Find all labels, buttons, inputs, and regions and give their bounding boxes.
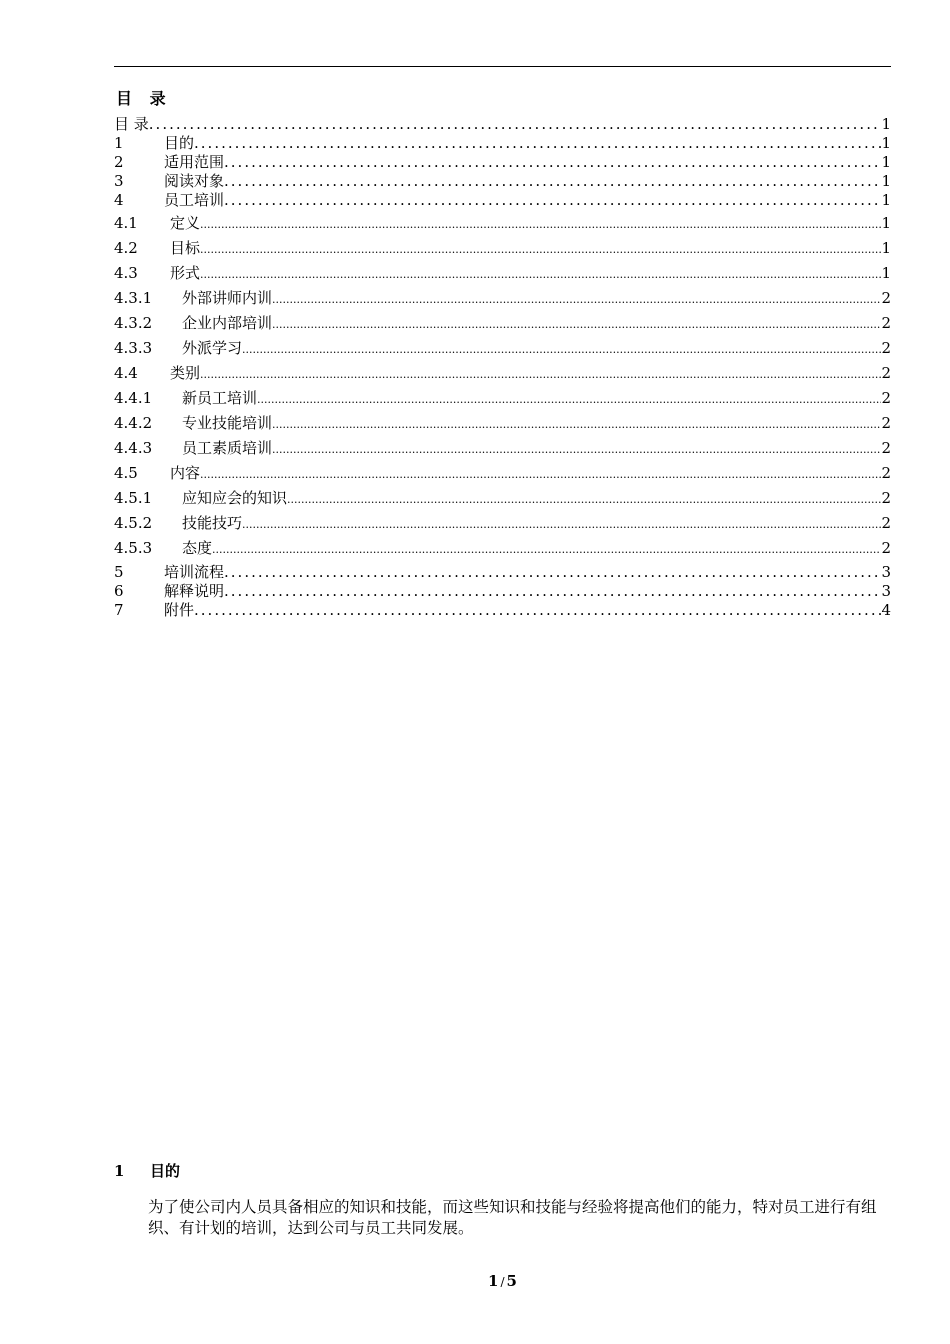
toc-entry-title: 目的 xyxy=(164,134,195,152)
toc-entry-4-3-2[interactable] xyxy=(114,311,891,336)
toc-entry-page: 2 xyxy=(881,339,891,357)
toc-leader xyxy=(200,462,881,486)
toc-entry-4-4[interactable] xyxy=(114,361,891,386)
toc-entry-title: 类别 xyxy=(170,364,201,382)
toc-entry-page: 1 xyxy=(881,115,891,133)
toc-entry-4-1[interactable] xyxy=(114,211,891,236)
toc-entry-page: 2 xyxy=(881,389,891,407)
toc-leader xyxy=(194,134,881,153)
toc-entry-4-3[interactable] xyxy=(114,261,891,286)
page-separator: / xyxy=(500,1275,505,1289)
toc-entry-page: 2 xyxy=(881,289,891,307)
toc-entry-title: 态度 xyxy=(182,539,213,557)
toc-entry-4-3-1[interactable] xyxy=(114,286,891,311)
toc-entry-title: 技能技巧 xyxy=(182,514,243,532)
toc-entry-title: 应知应会的知识 xyxy=(182,489,288,507)
toc-leader xyxy=(224,172,881,191)
toc-leader xyxy=(257,387,881,411)
section-paragraph: 为了使公司内人员具备相应的知识和技能，而这些知识和技能与经验将提高他们的能力，特对员工进行有组织、有计划的培训，达到公司与员工共同发展。 xyxy=(148,1198,877,1237)
toc-entry-title: 目标 xyxy=(170,239,201,257)
page-number xyxy=(0,1272,950,1290)
toc-entry-4-3-3[interactable] xyxy=(114,336,891,361)
toc-leader xyxy=(194,601,881,620)
toc-entry-page: 2 xyxy=(881,489,891,507)
toc-entry-4-4-1[interactable] xyxy=(114,386,891,411)
toc-entry-1[interactable] xyxy=(114,134,891,153)
toc-entry-4-2[interactable] xyxy=(114,236,891,261)
toc-entry-number: 4.4.2 xyxy=(114,414,153,432)
toc-leader xyxy=(200,212,881,236)
toc-entry-4-5[interactable] xyxy=(114,461,891,486)
toc-entry-3[interactable] xyxy=(114,172,891,191)
toc-entry-number: 3 xyxy=(114,172,124,190)
toc-leader xyxy=(242,512,881,536)
toc-entry-page: 2 xyxy=(881,439,891,457)
toc-entry-4-4-3[interactable] xyxy=(114,436,891,461)
section-title: 目的 xyxy=(150,1162,181,1180)
toc-entry-6[interactable] xyxy=(114,582,891,601)
toc-entry-5[interactable] xyxy=(114,563,891,582)
toc-entry-number: 4 xyxy=(114,191,124,209)
toc-entry-number: 4.3.3 xyxy=(114,339,153,357)
toc-leader xyxy=(212,537,881,561)
toc-leader xyxy=(272,287,881,311)
toc-entry-title: 形式 xyxy=(170,264,201,282)
toc-entry-title: 阅读对象 xyxy=(164,172,225,190)
toc-leader xyxy=(224,582,881,601)
toc-entry-page: 1 xyxy=(881,239,891,257)
toc-entry-title: 培训流程 xyxy=(164,563,225,581)
toc-entry-number: 4.2 xyxy=(114,239,138,257)
toc-heading: 目 录 xyxy=(116,89,172,108)
toc-entry-number: 4.5.3 xyxy=(114,539,153,557)
section-number: 1 xyxy=(114,1162,125,1180)
toc-entry-number: 4.3.2 xyxy=(114,314,153,332)
toc-entry-number: 1 xyxy=(114,134,124,152)
header-rule xyxy=(114,66,891,67)
toc-entry-page: 1 xyxy=(881,191,891,209)
toc-entry-number: 4.1 xyxy=(114,214,138,232)
toc-entry-title: 新员工培训 xyxy=(182,389,258,407)
toc-leader xyxy=(224,563,881,582)
toc-leader xyxy=(242,337,881,361)
toc-entry-page: 3 xyxy=(881,582,891,600)
toc-entry-number: 4.5.1 xyxy=(114,489,153,507)
toc-entry-number: 4.3 xyxy=(114,264,138,282)
toc-entry-title: 目 录 xyxy=(114,115,149,133)
toc-leader xyxy=(224,191,881,210)
toc-entry-number: 4.4.1 xyxy=(114,389,153,407)
toc-entry-title: 外派学习 xyxy=(182,339,243,357)
toc-entry-title: 内容 xyxy=(170,464,201,482)
toc-leader xyxy=(272,437,881,461)
toc-entry-title: 外部讲师内训 xyxy=(182,289,273,307)
toc-entry-number: 4.5.2 xyxy=(114,514,153,532)
toc-leader xyxy=(200,362,881,386)
toc-entry-title: 员工培训 xyxy=(164,191,225,209)
toc-entry-title: 员工素质培训 xyxy=(182,439,273,457)
toc-leader xyxy=(287,487,881,511)
toc-entry-page: 1 xyxy=(881,172,891,190)
toc-entry-title: 附件 xyxy=(164,601,195,619)
toc-leader xyxy=(272,412,881,436)
toc-entry-title: 适用范围 xyxy=(164,153,225,171)
toc-entry-page: 1 xyxy=(881,134,891,152)
toc-entry-number: 4.4.3 xyxy=(114,439,153,457)
toc-entry-title: 专业技能培训 xyxy=(182,414,273,432)
toc-entry-number: 4.4 xyxy=(114,364,138,382)
toc-entry-page: 1 xyxy=(881,264,891,282)
section-heading xyxy=(114,1160,180,1181)
current-page: 1 xyxy=(488,1272,499,1290)
toc-entry-4-5-2[interactable] xyxy=(114,511,891,536)
toc-entry-number: 2 xyxy=(114,153,124,171)
toc-entry-page: 2 xyxy=(881,514,891,532)
toc-entry-contents[interactable] xyxy=(114,115,891,134)
toc-entry-title: 定义 xyxy=(170,214,201,232)
toc-entry-4-4-2[interactable] xyxy=(114,411,891,436)
toc-leader xyxy=(149,115,882,134)
toc-entry-number: 4.5 xyxy=(114,464,138,482)
toc-entry-page: 3 xyxy=(881,563,891,581)
toc-leader xyxy=(200,237,881,261)
toc-entry-number: 4.3.1 xyxy=(114,289,153,307)
toc-entry-4[interactable] xyxy=(114,191,891,210)
toc-leader xyxy=(272,312,881,336)
toc-entry-page: 2 xyxy=(881,414,891,432)
toc-entry-page: 2 xyxy=(881,464,891,482)
toc-entry-2[interactable] xyxy=(114,153,891,172)
toc-entry-page: 1 xyxy=(881,153,891,171)
toc-entry-page: 4 xyxy=(881,601,891,619)
toc-entry-title: 解释说明 xyxy=(164,582,225,600)
toc-entry-4-5-3[interactable] xyxy=(114,536,891,561)
toc-entry-page: 2 xyxy=(881,364,891,382)
toc-entry-page: 1 xyxy=(881,214,891,232)
toc-entry-page: 2 xyxy=(881,539,891,557)
toc-leader xyxy=(224,153,881,172)
toc-entry-7[interactable] xyxy=(114,601,891,620)
toc-entry-number: 7 xyxy=(114,601,124,619)
toc-entry-4-5-1[interactable] xyxy=(114,486,891,511)
toc-leader xyxy=(200,262,881,286)
toc-entry-number: 5 xyxy=(114,563,124,581)
toc-entry-title: 企业内部培训 xyxy=(182,314,273,332)
toc-entry-page: 2 xyxy=(881,314,891,332)
toc-entry-number: 6 xyxy=(114,582,124,600)
total-pages: 5 xyxy=(506,1272,517,1290)
